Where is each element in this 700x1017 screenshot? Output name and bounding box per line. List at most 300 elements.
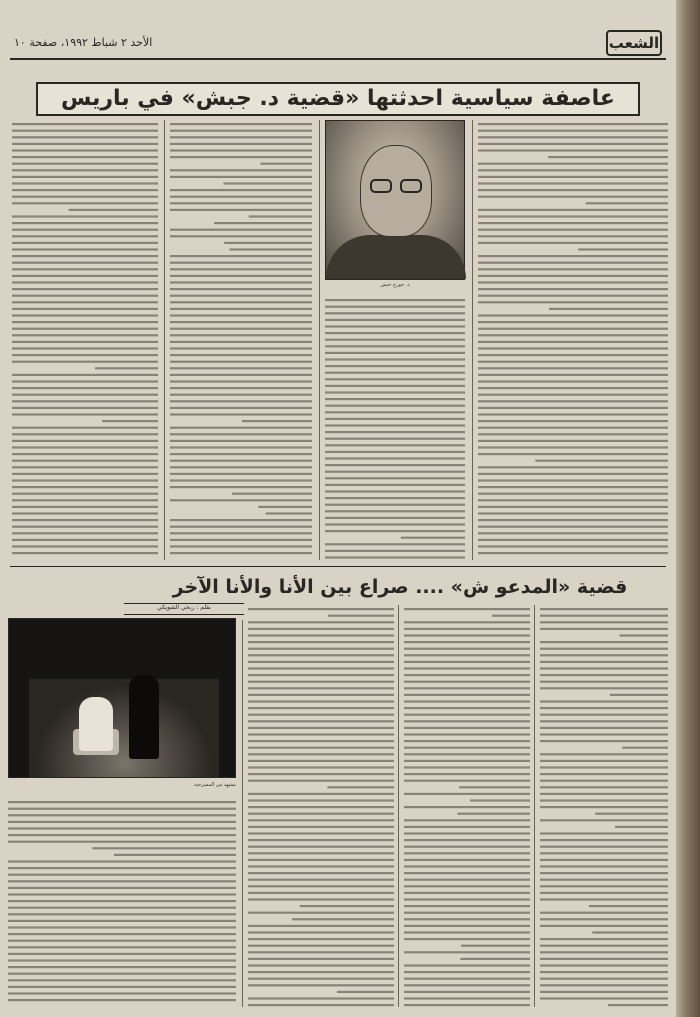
text-line xyxy=(478,499,668,501)
text-line xyxy=(8,900,236,902)
text-line xyxy=(540,951,668,953)
text-line xyxy=(325,431,465,433)
text-line xyxy=(12,400,158,402)
text-texture xyxy=(8,798,236,1007)
text-line xyxy=(248,648,394,650)
text-line xyxy=(12,182,158,184)
text-texture xyxy=(478,120,668,560)
text-line xyxy=(248,667,394,669)
theatre-photo xyxy=(8,618,236,778)
text-line xyxy=(478,380,668,382)
text-line xyxy=(478,493,668,495)
text-line xyxy=(12,499,158,501)
text-line xyxy=(248,700,394,702)
text-line xyxy=(540,799,668,801)
text-line xyxy=(460,958,530,960)
text-line xyxy=(248,945,394,947)
text-line xyxy=(478,400,668,402)
text-line xyxy=(12,479,158,481)
text-line xyxy=(232,493,312,495)
text-line xyxy=(540,918,668,920)
text-line xyxy=(170,268,312,270)
text-line xyxy=(478,301,668,303)
text-line xyxy=(404,793,530,795)
text-line xyxy=(12,539,158,541)
text-line xyxy=(478,440,668,442)
text-line xyxy=(325,372,465,374)
text-line xyxy=(404,720,530,722)
text-line xyxy=(292,918,394,920)
text-line xyxy=(540,846,668,848)
text-line xyxy=(224,242,312,244)
text-line xyxy=(404,918,530,920)
text-line xyxy=(404,938,530,940)
text-texture xyxy=(248,605,394,1007)
text-line xyxy=(328,615,394,617)
text-line xyxy=(478,275,668,277)
text-line xyxy=(540,997,668,999)
text-line xyxy=(540,608,668,610)
text-line xyxy=(248,826,394,828)
text-line xyxy=(478,328,668,330)
text-line xyxy=(404,667,530,669)
text-line xyxy=(170,361,312,363)
text-line xyxy=(578,248,668,250)
text-line xyxy=(325,497,465,499)
text-line xyxy=(540,681,668,683)
text-line xyxy=(8,880,236,882)
text-line xyxy=(170,387,312,389)
text-line xyxy=(170,427,312,429)
text-line xyxy=(404,905,530,907)
text-line xyxy=(325,471,465,473)
text-line xyxy=(478,427,668,429)
text-line xyxy=(540,714,668,716)
text-line xyxy=(8,959,236,961)
text-line xyxy=(404,634,530,636)
text-line xyxy=(170,532,312,534)
text-line xyxy=(540,648,668,650)
text-line xyxy=(404,832,530,834)
text-line xyxy=(540,852,668,854)
text-line xyxy=(404,681,530,683)
text-line xyxy=(248,733,394,735)
text-line xyxy=(12,347,158,349)
text-line xyxy=(248,1004,394,1006)
text-line xyxy=(540,720,668,722)
text-line xyxy=(478,387,668,389)
text-line xyxy=(248,641,394,643)
text-line xyxy=(170,552,312,554)
text-line xyxy=(540,879,668,881)
text-texture xyxy=(325,296,465,560)
text-line xyxy=(540,667,668,669)
text-line xyxy=(12,532,158,534)
text-line xyxy=(404,740,530,742)
text-line xyxy=(325,378,465,380)
text-line xyxy=(8,992,236,994)
text-line xyxy=(404,780,530,782)
text-line xyxy=(260,163,312,165)
text-line xyxy=(404,753,530,755)
text-line xyxy=(248,978,394,980)
text-line xyxy=(12,248,158,250)
text-line xyxy=(300,905,394,907)
text-line xyxy=(586,202,668,204)
text-line xyxy=(478,545,668,547)
text-line xyxy=(8,926,236,928)
newspaper-logo: الشعب xyxy=(606,30,662,56)
text-line xyxy=(248,674,394,676)
text-line xyxy=(248,931,394,933)
text-line xyxy=(248,819,394,821)
text-line xyxy=(8,999,236,1001)
text-line xyxy=(248,813,394,815)
text-line xyxy=(325,312,465,314)
text-line xyxy=(170,394,312,396)
text-line xyxy=(478,466,668,468)
text-line xyxy=(170,156,312,158)
text-line xyxy=(478,486,668,488)
text-line xyxy=(478,519,668,521)
text-line xyxy=(170,202,312,204)
text-line xyxy=(248,872,394,874)
text-line xyxy=(470,799,530,801)
text-line xyxy=(478,334,668,336)
text-line xyxy=(404,852,530,854)
text-line xyxy=(170,229,312,231)
text-line xyxy=(540,740,668,742)
text-line xyxy=(170,380,312,382)
text-line xyxy=(615,826,668,828)
text-line xyxy=(478,222,668,224)
text-line xyxy=(12,255,158,257)
text-line xyxy=(540,753,668,755)
text-line xyxy=(404,984,530,986)
text-line xyxy=(8,834,236,836)
text-line xyxy=(248,885,394,887)
text-line xyxy=(478,242,668,244)
text-line xyxy=(12,380,158,382)
text-line xyxy=(248,760,394,762)
text-line xyxy=(325,418,465,420)
text-line xyxy=(401,537,465,539)
text-line xyxy=(325,365,465,367)
text-line xyxy=(540,978,668,980)
text-line xyxy=(478,268,668,270)
text-line xyxy=(540,615,668,617)
text-line xyxy=(12,413,158,415)
text-line xyxy=(608,1004,668,1006)
text-line xyxy=(170,499,312,501)
text-line xyxy=(478,420,668,422)
text-line xyxy=(12,374,158,376)
text-line xyxy=(8,913,236,915)
text-line xyxy=(404,806,530,808)
text-line xyxy=(170,130,312,132)
text-line xyxy=(170,466,312,468)
text-line xyxy=(478,215,668,217)
text-line xyxy=(404,1004,530,1006)
text-line xyxy=(12,295,158,297)
text-line xyxy=(170,275,312,277)
text-line xyxy=(540,793,668,795)
text-line xyxy=(327,786,394,788)
text-line xyxy=(595,813,668,815)
portrait-photo xyxy=(325,120,465,280)
text-line xyxy=(404,760,530,762)
text-line xyxy=(12,486,158,488)
text-line xyxy=(325,550,465,552)
binding-spine xyxy=(676,0,700,1017)
text-line xyxy=(540,700,668,702)
text-line xyxy=(170,308,312,310)
text-line xyxy=(170,407,312,409)
text-line xyxy=(12,308,158,310)
text-line xyxy=(540,628,668,630)
text-line xyxy=(325,339,465,341)
text-line xyxy=(404,700,530,702)
text-line xyxy=(325,345,465,347)
text-line xyxy=(170,453,312,455)
text-line xyxy=(8,973,236,975)
text-line xyxy=(457,813,530,815)
text-line xyxy=(478,479,668,481)
text-line xyxy=(170,519,312,521)
text-texture xyxy=(170,120,312,560)
text-line xyxy=(540,859,668,861)
text-line xyxy=(170,446,312,448)
text-line xyxy=(248,714,394,716)
text-line xyxy=(540,938,668,940)
text-line xyxy=(170,413,312,415)
text-line xyxy=(170,281,312,283)
text-line xyxy=(248,740,394,742)
article2-column-4 xyxy=(8,798,236,1007)
text-line xyxy=(540,819,668,821)
text-line xyxy=(404,991,530,993)
text-line xyxy=(325,385,465,387)
text-line xyxy=(170,374,312,376)
text-line xyxy=(325,457,465,459)
text-line xyxy=(325,484,465,486)
text-line xyxy=(248,681,394,683)
text-line xyxy=(478,321,668,323)
text-line xyxy=(478,169,668,171)
text-line xyxy=(478,552,668,554)
text-line xyxy=(325,424,465,426)
text-line xyxy=(325,556,465,558)
text-line xyxy=(325,299,465,301)
text-line xyxy=(170,314,312,316)
text-line xyxy=(92,847,236,849)
column-rule xyxy=(319,120,320,560)
text-line xyxy=(248,773,394,775)
text-line xyxy=(170,334,312,336)
text-line xyxy=(478,407,668,409)
text-line xyxy=(248,806,394,808)
text-line xyxy=(248,958,394,960)
text-line xyxy=(248,898,394,900)
text-line xyxy=(404,733,530,735)
text-line xyxy=(12,512,158,514)
text-line xyxy=(478,374,668,376)
text-line xyxy=(69,209,158,211)
text-line xyxy=(404,879,530,881)
text-line xyxy=(12,387,158,389)
text-line xyxy=(478,235,668,237)
text-line xyxy=(12,341,158,343)
text-line xyxy=(170,354,312,356)
text-line xyxy=(170,479,312,481)
text-line xyxy=(12,545,158,547)
text-line xyxy=(404,826,530,828)
text-line xyxy=(170,196,312,198)
text-line xyxy=(12,519,158,521)
text-line xyxy=(12,354,158,356)
text-line xyxy=(478,354,668,356)
text-line xyxy=(230,248,312,250)
section-divider xyxy=(10,566,666,567)
text-line xyxy=(622,747,668,749)
text-line xyxy=(248,879,394,881)
text-line xyxy=(8,887,236,889)
text-line xyxy=(540,707,668,709)
masthead xyxy=(10,30,666,60)
text-line xyxy=(12,361,158,363)
text-line xyxy=(325,352,465,354)
text-line xyxy=(12,176,158,178)
text-line xyxy=(404,951,530,953)
text-line xyxy=(248,964,394,966)
text-line xyxy=(12,222,158,224)
text-line xyxy=(610,694,668,696)
text-line xyxy=(248,793,394,795)
text-line xyxy=(325,523,465,525)
text-line xyxy=(540,641,668,643)
text-line xyxy=(540,674,668,676)
text-line xyxy=(478,539,668,541)
text-line xyxy=(404,687,530,689)
text-line xyxy=(478,149,668,151)
text-line xyxy=(540,991,668,993)
article-column-1 xyxy=(478,120,668,560)
text-line xyxy=(325,438,465,440)
text-line xyxy=(540,806,668,808)
text-line xyxy=(478,262,668,264)
text-line xyxy=(12,189,158,191)
text-line xyxy=(170,235,312,237)
text-line xyxy=(540,945,668,947)
text-line xyxy=(8,946,236,948)
text-line xyxy=(535,460,668,462)
text-line xyxy=(337,991,394,993)
text-line xyxy=(170,295,312,297)
text-line xyxy=(478,130,668,132)
text-line xyxy=(12,202,158,204)
portrait-caption: د. جورج حبش xyxy=(380,282,410,288)
text-line xyxy=(12,235,158,237)
text-line xyxy=(478,288,668,290)
text-line xyxy=(325,325,465,327)
text-line xyxy=(248,925,394,927)
text-line xyxy=(248,707,394,709)
text-line xyxy=(12,242,158,244)
text-line xyxy=(170,169,312,171)
text-line xyxy=(170,433,312,435)
column-rule xyxy=(472,120,473,560)
text-line xyxy=(478,163,668,165)
text-line xyxy=(404,707,530,709)
text-line xyxy=(12,275,158,277)
text-line xyxy=(404,892,530,894)
text-line xyxy=(478,182,668,184)
text-line xyxy=(248,859,394,861)
text-line xyxy=(540,971,668,973)
text-line xyxy=(404,885,530,887)
text-line xyxy=(325,490,465,492)
text-line xyxy=(248,747,394,749)
text-line xyxy=(12,163,158,165)
text-line xyxy=(102,420,158,422)
text-line xyxy=(404,819,530,821)
text-line xyxy=(325,398,465,400)
text-line xyxy=(492,615,530,617)
second-headline: قضية «المدعو ش» .... صراع بين الأنا والأنا الآخر xyxy=(172,576,628,598)
text-line xyxy=(248,912,394,914)
text-line xyxy=(170,288,312,290)
text-line xyxy=(8,827,236,829)
text-line xyxy=(170,486,312,488)
text-line xyxy=(478,314,668,316)
text-line xyxy=(478,453,668,455)
text-line xyxy=(8,808,236,810)
text-line xyxy=(170,176,312,178)
text-line xyxy=(478,446,668,448)
text-line xyxy=(12,453,158,455)
text-line xyxy=(12,526,158,528)
text-line xyxy=(404,971,530,973)
text-line xyxy=(170,539,312,541)
text-line xyxy=(248,799,394,801)
text-line xyxy=(12,229,158,231)
text-line xyxy=(170,123,312,125)
text-line xyxy=(170,460,312,462)
text-line xyxy=(12,440,158,442)
text-line xyxy=(325,319,465,321)
text-line xyxy=(404,654,530,656)
text-line xyxy=(404,608,530,610)
text-line xyxy=(248,634,394,636)
text-line xyxy=(12,407,158,409)
text-line xyxy=(404,964,530,966)
text-line xyxy=(248,984,394,986)
text-line xyxy=(404,997,530,999)
text-line xyxy=(404,747,530,749)
text-line xyxy=(12,466,158,468)
text-line xyxy=(404,978,530,980)
text-line xyxy=(170,262,312,264)
text-line xyxy=(248,753,394,755)
text-line xyxy=(170,321,312,323)
text-line xyxy=(325,510,465,512)
text-line xyxy=(248,865,394,867)
text-line xyxy=(258,506,312,508)
text-line xyxy=(12,460,158,462)
text-line xyxy=(404,925,530,927)
text-line xyxy=(248,654,394,656)
text-line xyxy=(170,440,312,442)
